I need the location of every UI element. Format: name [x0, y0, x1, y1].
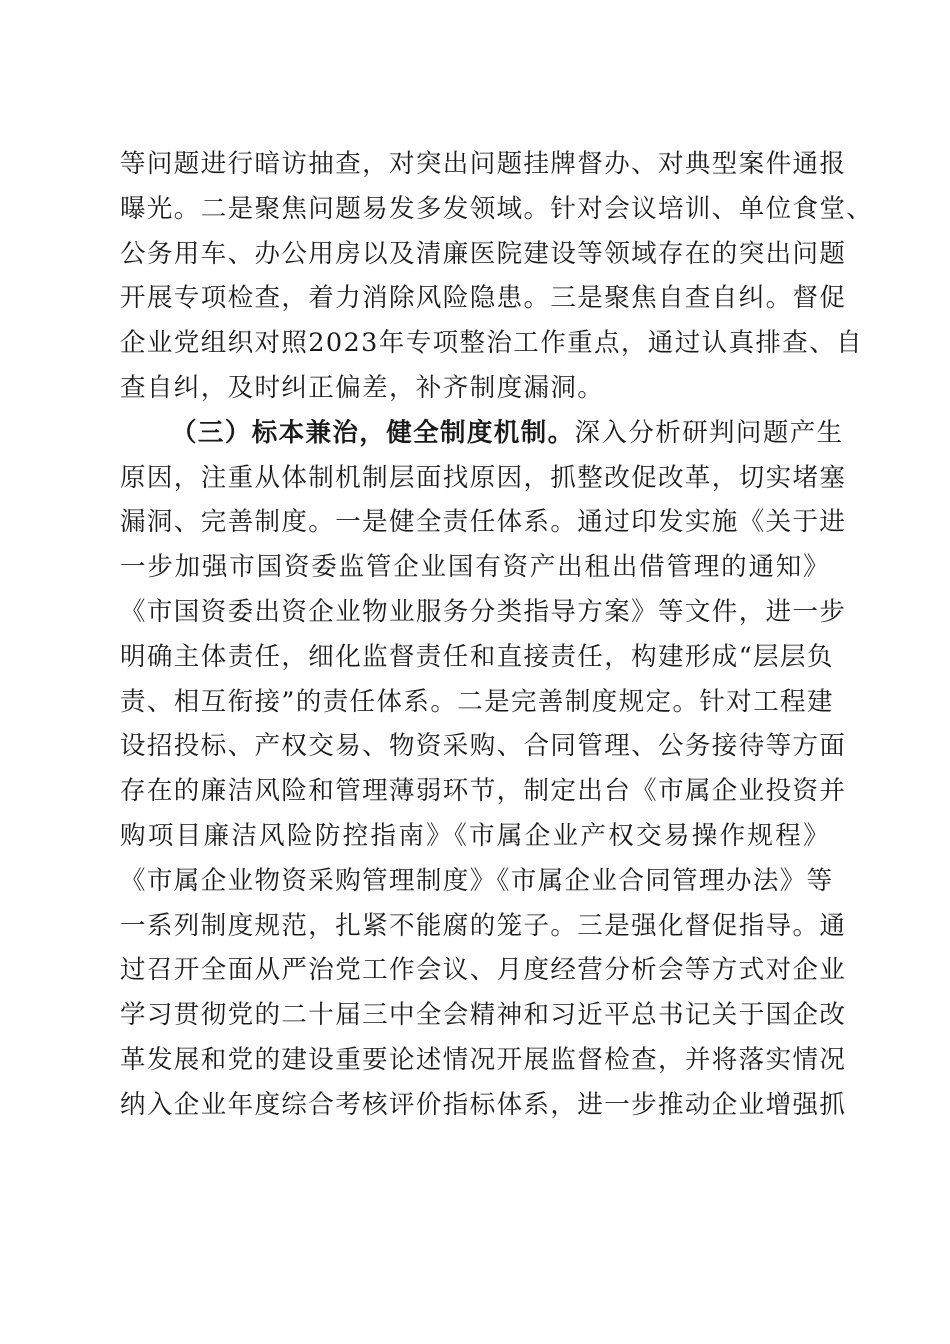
paragraph-line: 一系列制度规范，扎紧不能腐的笼子。三是强化督促指导。通 [120, 910, 847, 941]
paragraph-line: 企业党组织对照2023年专项整治工作重点，通过认真排查、自 [120, 328, 863, 359]
paragraph-line: 《市属企业物资采购管理制度》《市属企业合同管理办法》等 [120, 865, 834, 896]
section-first-line [120, 411, 844, 456]
section-first-line-text: 深入分析研判问题产生 [574, 417, 844, 448]
paragraph-line: 责、相互衔接”的责任体系。二是完善制度规定。针对工程建 [120, 686, 834, 717]
paragraph-line: 购项目廉洁风险防控指南》《市属企业产权交易操作规程》 [120, 820, 830, 851]
paragraph-line: 开展专项检查，着力消除风险隐患。三是聚焦自查自纠。督促 [120, 283, 847, 314]
paragraph-line: 设招投标、产权交易、物资采购、合同管理、公务接待等方面 [120, 731, 847, 762]
paragraph-line: 漏洞、完善制度。一是健全责任体系。通过印发实施《关于进 [120, 507, 847, 538]
paragraph-line: 等问题进行暗访抽查，对突出问题挂牌督办、对典型案件通报 [120, 149, 847, 179]
paragraph-line: 学习贯彻党的二十届三中全会精神和习近平总书记关于国企改 [120, 1000, 847, 1031]
paragraph-line: 一步加强市国资委监管企业国有资产出租出借管理的通知》 [120, 552, 830, 583]
paragraph-line: 查自纠，及时纠正偏差，补齐制度漏洞。 [120, 372, 605, 403]
section-heading: （三）标本兼治，健全制度机制。 [171, 417, 575, 448]
paragraph-line: 公务用车、办公用房以及清廉医院建设等领域存在的突出问题 [120, 238, 847, 269]
paragraph-line: 《市国资委出资企业物业服务分类指导方案》等文件，进一步 [120, 596, 847, 627]
body-text [120, 142, 874, 1128]
paragraph-line: 原因，注重从体制机制层面找原因，抓整改促改革，切实堵塞 [120, 462, 847, 493]
paragraph-line: 过召开全面从严治党工作会议、月度经营分析会等方式对企业 [120, 955, 847, 986]
paragraph-line: 革发展和党的建设重要论述情况开展监督检查，并将落实情况 [120, 1044, 847, 1075]
paragraph-line: 存在的廉洁风险和管理薄弱环节，制定出台《市属企业投资并 [120, 776, 847, 807]
paragraph-line: 明确主体责任，细化监督责任和直接责任，构建形成“层层负 [120, 641, 834, 672]
paragraph-line: 曝光。二是聚焦问题易发多发领域。针对会议培训、单位食堂、 [120, 193, 874, 224]
paragraph-line: 纳入企业年度综合考核评价指标体系，进一步推动企业增强抓 [120, 1089, 847, 1120]
